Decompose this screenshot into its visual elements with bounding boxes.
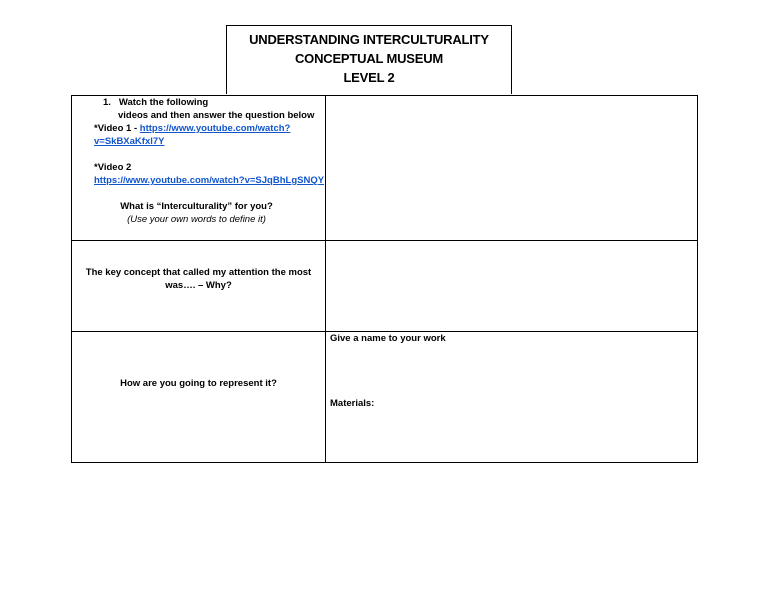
- definition-answer-cell[interactable]: [326, 96, 698, 240]
- key-concept-prompt-line-1: The key concept that called my attention the most: [85, 267, 312, 278]
- step-number: 1.: [103, 97, 111, 108]
- step-text: Watch the following: [118, 97, 209, 108]
- video1-label: *Video 1 -: [94, 123, 140, 134]
- title-line-2: CONCEPTUAL MUSEUM: [294, 51, 444, 66]
- key-concept-prompt-line-2: was…. – Why?: [165, 280, 232, 291]
- worksheet-title: [226, 25, 512, 94]
- question-text: What is “Interculturality” for you?: [120, 201, 273, 212]
- question-hint: (Use your own words to define it): [127, 214, 266, 225]
- work-name-label: Give a name to your work: [330, 333, 446, 344]
- title-line-1: UNDERSTANDING INTERCULTURALITY: [249, 32, 489, 47]
- video1-entry: [94, 122, 321, 135]
- worksheet-table: [71, 95, 698, 463]
- title-line-3: LEVEL 2: [343, 70, 395, 85]
- materials-label: Materials:: [330, 398, 375, 409]
- representation-prompt: How are you going to represent it?: [120, 378, 277, 389]
- video1-link[interactable]: https://www.youtube.com/watch?: [139, 123, 291, 134]
- step-text-continued: videos and then answer the question below: [118, 110, 315, 121]
- instruction-step: [103, 96, 321, 109]
- video1-link-continued[interactable]: v=SkBXaKfxl7Y: [94, 136, 165, 147]
- work-details-cell[interactable]: [326, 332, 698, 463]
- instructions-cell: [72, 96, 325, 240]
- video2-label: *Video 2: [94, 162, 132, 173]
- key-concept-answer-cell[interactable]: [326, 241, 698, 331]
- key-concept-cell: [72, 241, 325, 331]
- video2-link[interactable]: https://www.youtube.com/watch?v=SJqBhLgSNQY: [94, 175, 325, 186]
- representation-cell: [72, 332, 325, 463]
